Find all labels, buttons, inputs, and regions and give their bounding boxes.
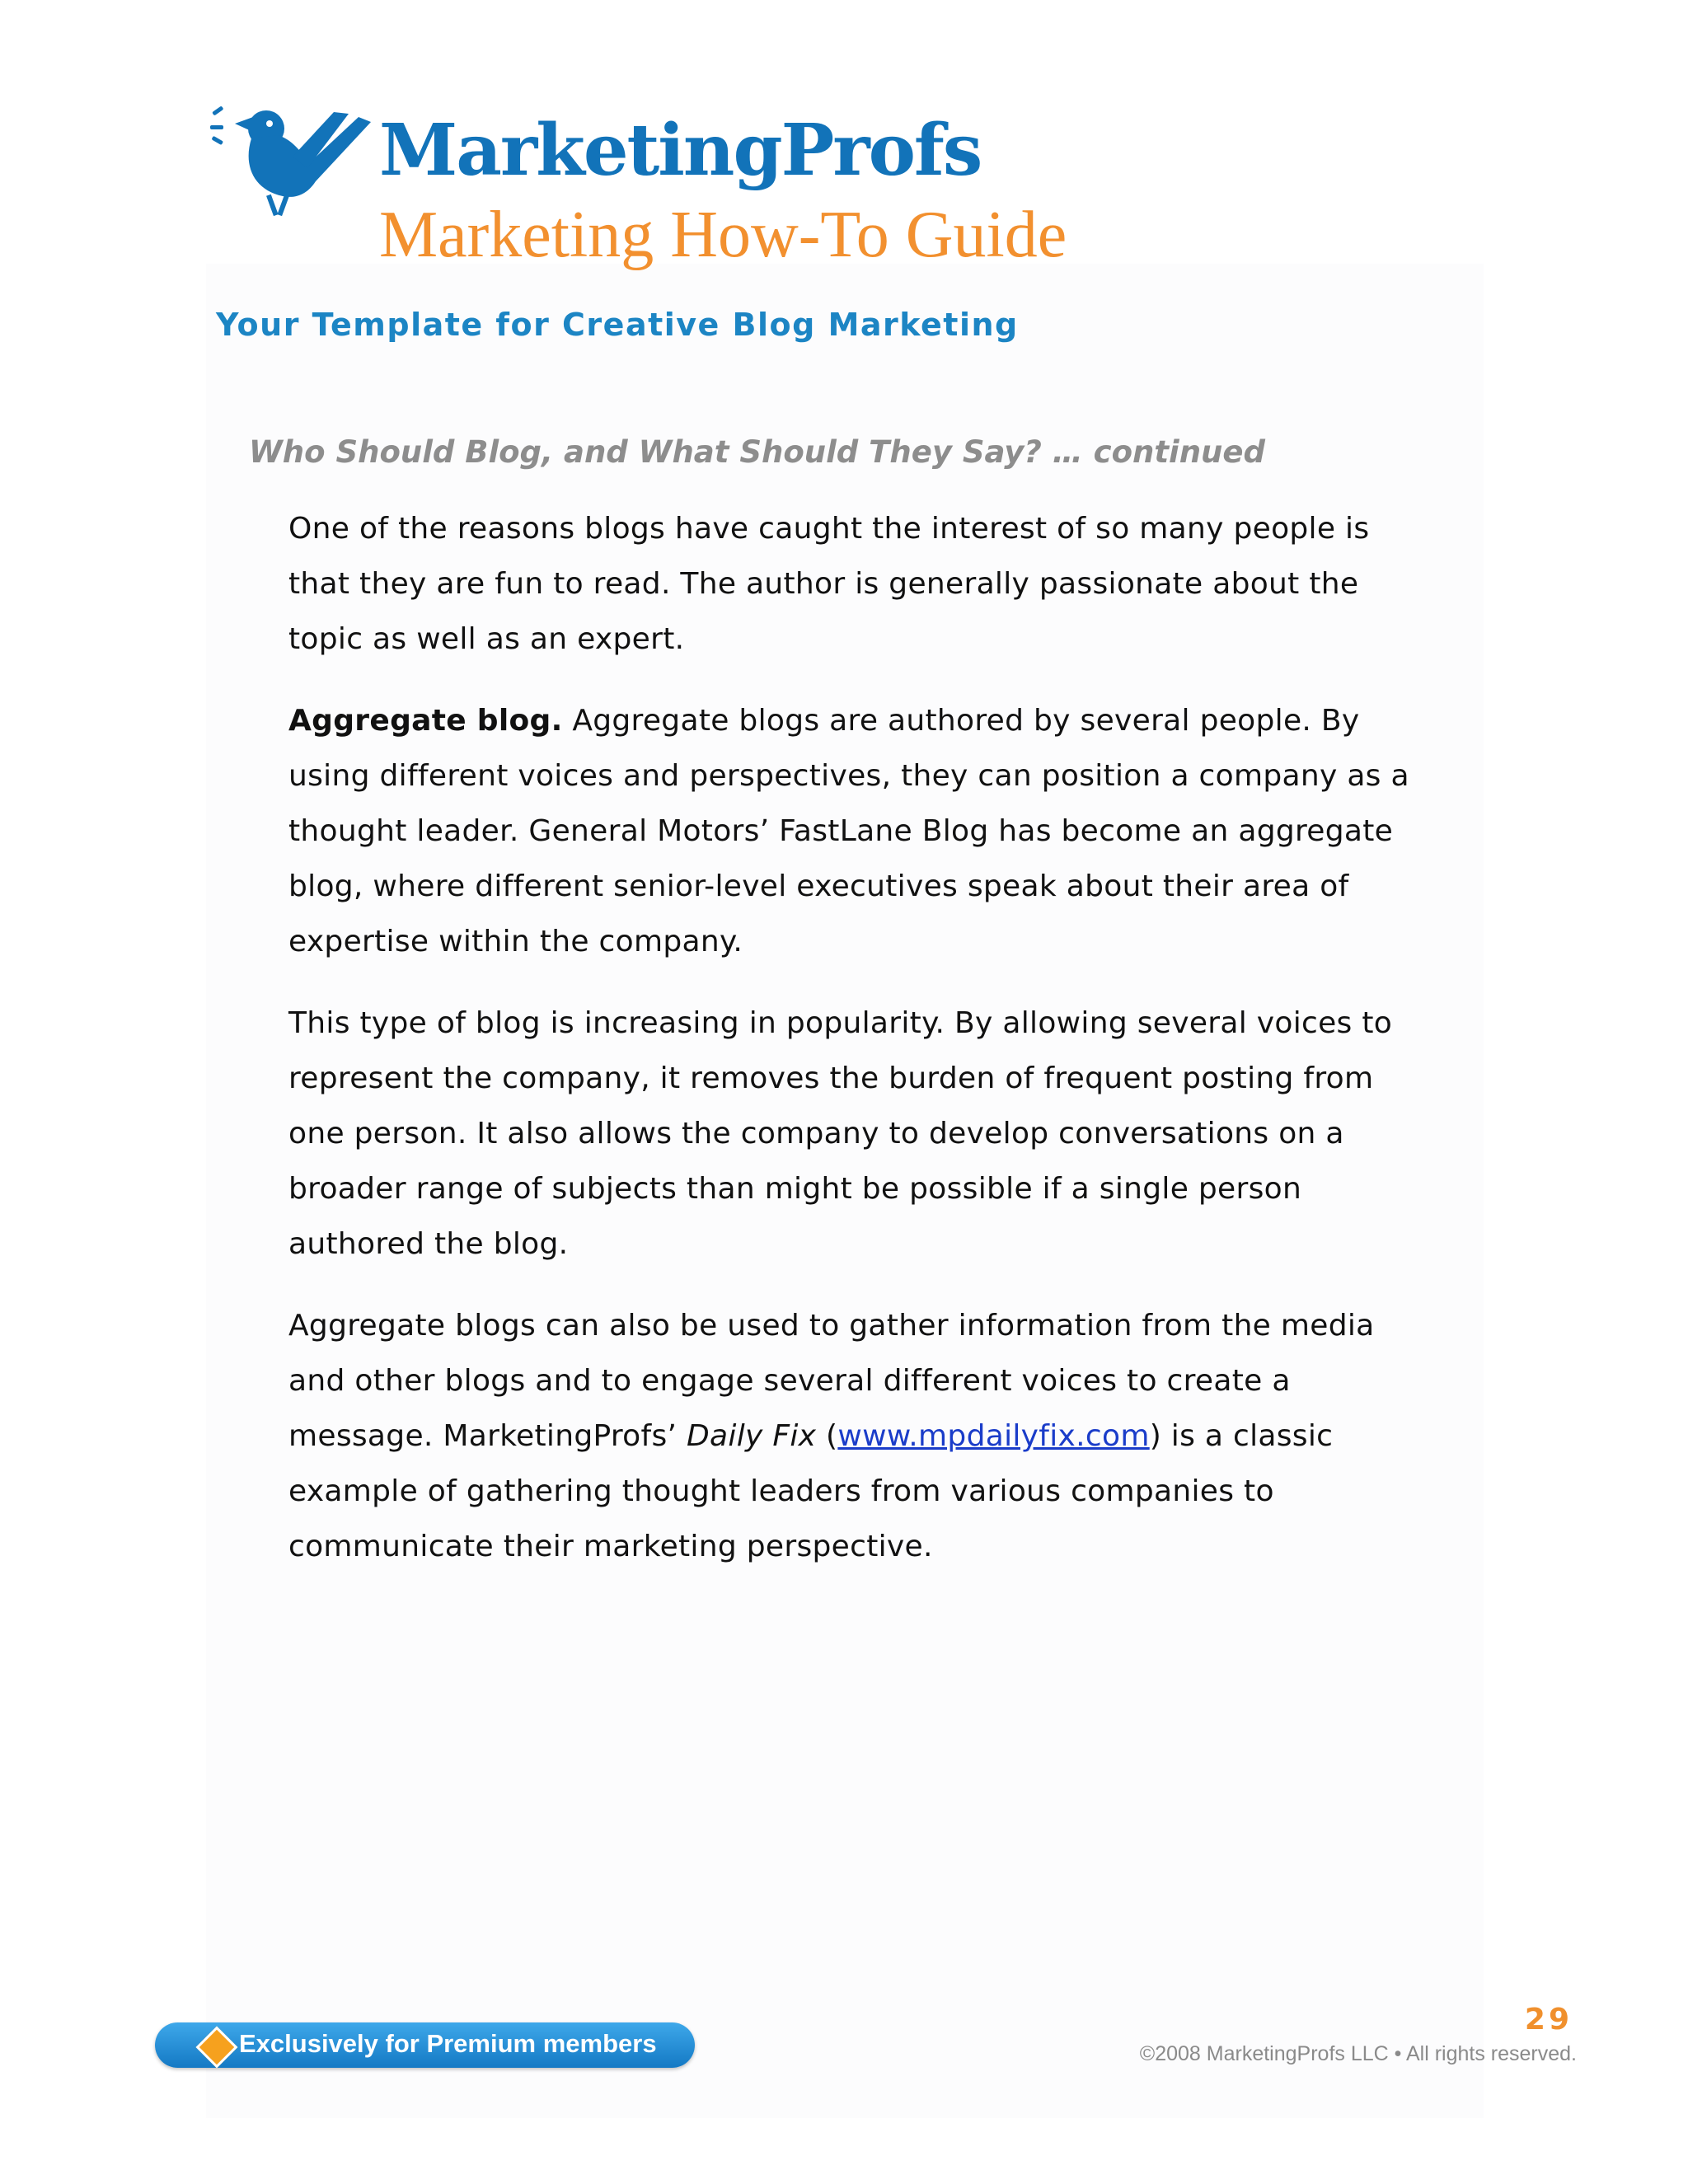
text-run: message. MarketingProfs’ — [288, 1419, 687, 1453]
text-line: authored the blog. — [288, 1227, 569, 1261]
text-line — [288, 693, 1484, 748]
text-line: broader range of subjects than might be possible if a single person — [288, 1172, 1302, 1206]
paragraph-2 — [288, 693, 1484, 969]
premium-label: Exclusively for Premium members — [239, 2029, 657, 2058]
section-heading: Who Should Blog, and What Should They Say? … continued — [249, 434, 1265, 470]
text-line: expertise within the company. — [288, 925, 743, 958]
text-line — [288, 1408, 1484, 1464]
paragraph-1 — [288, 501, 1484, 667]
bluebird-logo-icon — [210, 99, 375, 231]
text-run: ) is a classic — [1149, 1419, 1334, 1453]
text-line: topic as well as an expert. — [288, 622, 685, 656]
paragraph-4 — [288, 1298, 1484, 1574]
text-line: Aggregate blogs can also be used to gather information from the media — [288, 1309, 1375, 1343]
text-run: ( — [816, 1419, 838, 1453]
document-title: Your Template for Creative Blog Marketing — [216, 307, 1019, 343]
copyright-notice: ©2008 MarketingProfs LLC • All rights reserved. — [1139, 2042, 1577, 2065]
body-text — [288, 501, 1484, 1601]
term-aggregate-blog: Aggregate blog. — [288, 704, 563, 738]
daily-fix-title: Daily Fix — [687, 1419, 817, 1453]
brand-name: MarketingProfs — [379, 109, 982, 192]
text-line: and other blogs and to engage several different voices to create a — [288, 1364, 1291, 1398]
paragraph-3 — [288, 996, 1484, 1272]
text-line: blog, where different senior-level executives speak about their area of — [288, 869, 1349, 903]
text-line: communicate their marketing perspective. — [288, 1530, 933, 1563]
guide-title: Marketing How-To Guide — [379, 199, 1067, 271]
mpdailyfix-link[interactable]: www.mpdailyfix.com — [837, 1419, 1150, 1453]
text-run: Aggregate blogs are authored by several people. By — [562, 704, 1360, 738]
text-line: one person. It also allows the company to develop conversations on a — [288, 1117, 1344, 1151]
text-line: that they are fun to read. The author is generally passionate about the — [288, 567, 1359, 601]
text-line: using different voices and perspectives, they can position a company as a — [288, 759, 1409, 793]
text-line: example of gathering thought leaders from various companies to — [288, 1474, 1274, 1508]
page-number: 29 — [1524, 2003, 1573, 2036]
text-line: thought leader. General Motors’ FastLane Blog has become an aggregate — [288, 814, 1394, 848]
text-line: This type of blog is increasing in popularity. By allowing several voices to — [288, 1006, 1393, 1040]
text-line: represent the company, it removes the burden of frequent posting from — [288, 1062, 1374, 1095]
text-line: One of the reasons blogs have caught the interest of so many people is — [288, 512, 1370, 546]
